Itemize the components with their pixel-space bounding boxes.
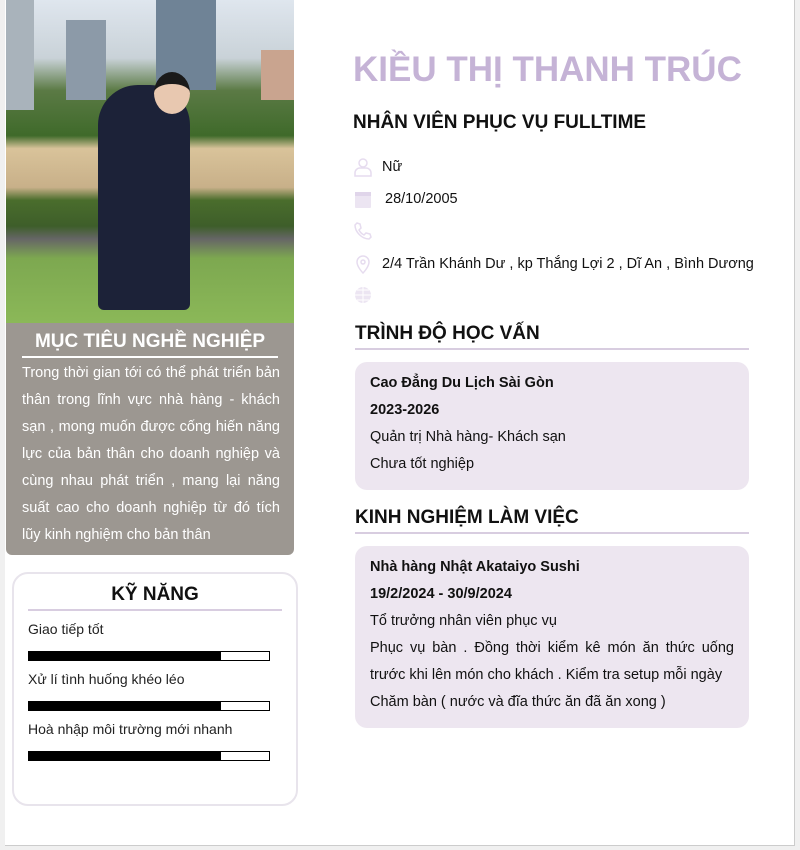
skills-section (12, 572, 298, 806)
education-card (355, 362, 749, 490)
skill-label: Hoà nhập môi trường mới nhanh (28, 721, 233, 737)
skill-label: Xử lí tình huống khéo léo (28, 671, 185, 687)
candidate-name: KIỀU THỊ THANH TRÚC (353, 50, 742, 89)
education-period: 2023-2026 (370, 402, 440, 418)
info-website (353, 285, 382, 305)
education-status: Chưa tốt nghiệp (370, 456, 475, 472)
skill-item (28, 621, 282, 661)
experience-card (355, 546, 749, 728)
location-icon (353, 254, 373, 274)
skill-item (28, 671, 282, 711)
skill-bar (28, 701, 270, 711)
info-phone (353, 221, 382, 241)
education-major: Quản trị Nhà hàng- Khách sạn (370, 429, 566, 445)
experience-role: Tổ trưởng nhân viên phục vụ (370, 613, 557, 629)
skills-title: KỸ NĂNG (28, 584, 282, 611)
info-gender (353, 157, 402, 177)
skill-bar (28, 651, 270, 661)
experience-description: Phục vụ bàn . Đồng thời kiểm kê món ăn thức uống trước khi lên món cho khách . Kiểm tra setup mỗi ngày (370, 640, 734, 683)
skill-bar-fill (29, 702, 221, 710)
experience-period: 19/2/2024 - 30/9/2024 (370, 586, 512, 602)
career-goal-section (6, 323, 294, 555)
birthday-value: 28/10/2005 (385, 191, 458, 207)
job-title: NHÂN VIÊN PHỤC VỤ FULLTIME (353, 112, 647, 133)
career-goal-title: MỤC TIÊU NGHỀ NGHIỆP (22, 331, 278, 358)
school-name: Cao Đẳng Du Lịch Sài Gòn (370, 375, 554, 391)
skill-bar-fill (29, 652, 221, 660)
skill-bar-fill (29, 752, 221, 760)
profile-photo (6, 0, 294, 323)
career-goal-text: Trong thời gian tới có thể phát triển bản thân trong lĩnh vực nhà hàng - khách sạn , mong muốn được cống hiến năng lực của bản thân cho doanh nghiệp và cùng nhau phát triển , mang lại năng suất cao cho doanh nghiệp từ đó tích lũy kinh nghiệm cho bản thân (22, 365, 280, 543)
info-birthday (353, 189, 458, 209)
gender-value: Nữ (382, 159, 403, 175)
globe-icon (353, 285, 373, 305)
address-value: 2/4 Trần Khánh Dư , kp Thắng Lợi 2 , Dĩ An , Bình Dương (382, 256, 754, 272)
experience-title: KINH NGHIỆM LÀM VIỆC (355, 507, 749, 534)
calendar-icon (353, 189, 373, 209)
skill-item (28, 721, 282, 761)
info-address (353, 254, 754, 274)
company-name: Nhà hàng Nhật Akataiyo Sushi (370, 559, 580, 575)
education-title: TRÌNH ĐỘ HỌC VẤN (355, 323, 749, 350)
experience-description-2: Chăm bàn ( nước và đĩa thức ăn đã ăn xong ) (370, 694, 666, 710)
skill-label: Giao tiếp tốt (28, 621, 104, 637)
user-icon (353, 157, 373, 177)
skill-bar (28, 751, 270, 761)
phone-icon (353, 221, 373, 241)
